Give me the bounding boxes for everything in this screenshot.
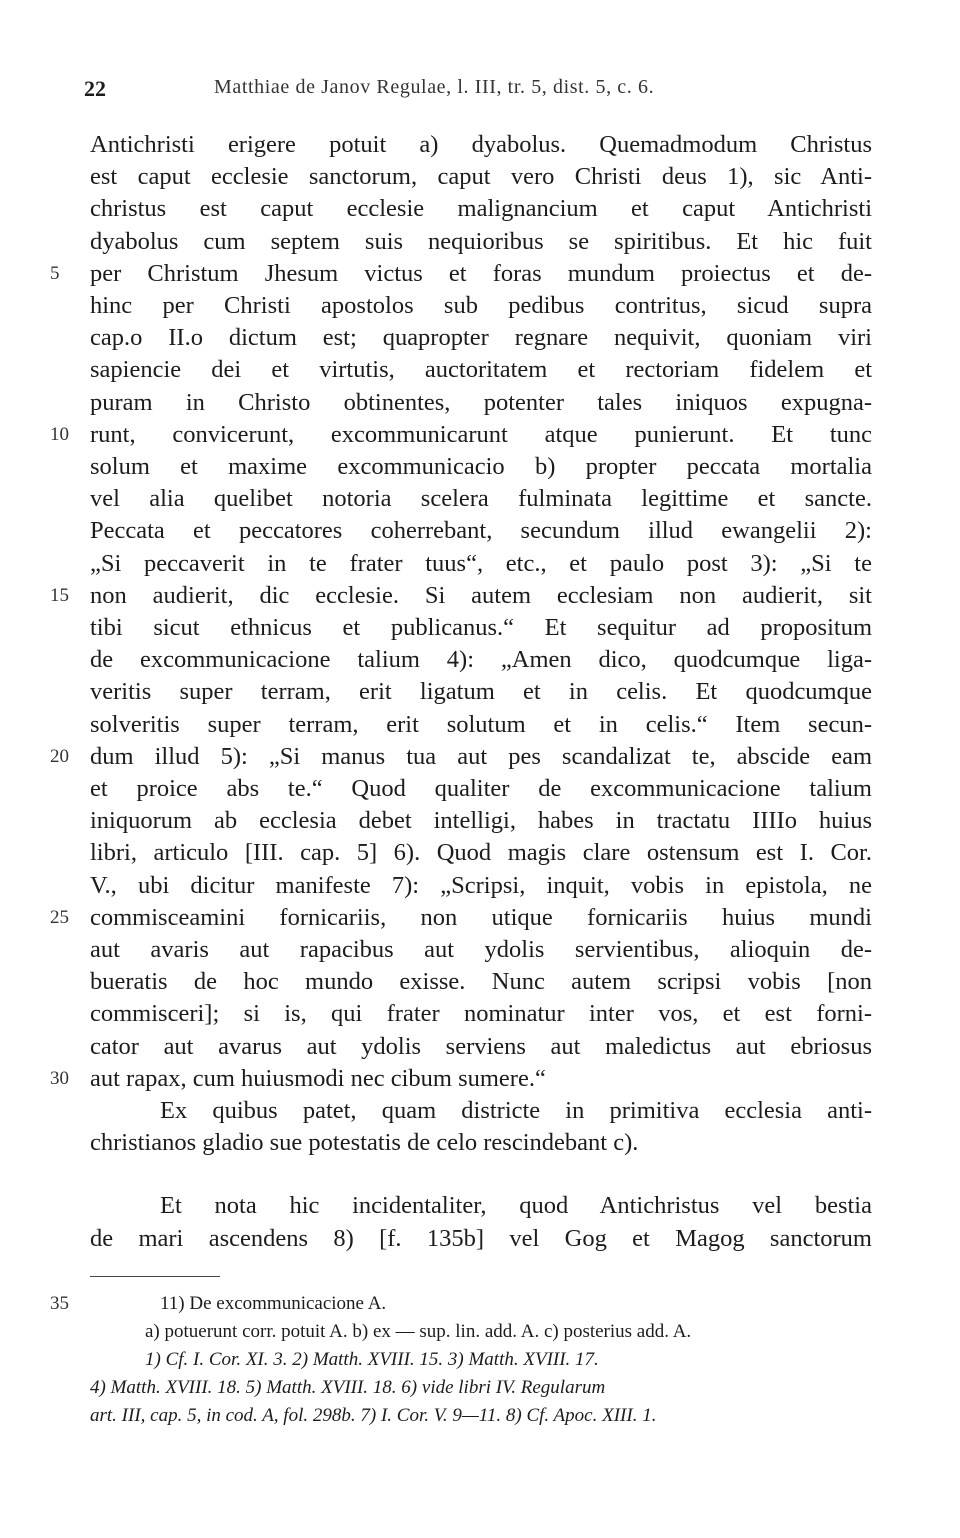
footnote-line: 11) De excommunicacione A. — [160, 1293, 387, 1314]
footnote-line: 1) Cf. I. Cor. XI. 3. 2) Matth. XVIII. 15. 3) Matth. XVIII. 17. — [145, 1349, 599, 1370]
running-head: Matthiae de Janov Regulae, l. III, tr. 5, dist. 5, c. 6. — [214, 76, 655, 98]
footnote-rule — [90, 1276, 220, 1277]
text-line: christus est caput ecclesie malignancium et caput Antichristi — [90, 195, 872, 223]
text-line: puram in Christo obtinentes, potenter tales iniquos expugna- — [90, 388, 872, 416]
text-line: solveritis super terram, erit solutum et in celis.“ Item secun- — [90, 710, 872, 738]
line-number: 15 — [50, 584, 69, 606]
text-line: veritis super terram, erit ligatum et in celis. Et quodcumque — [90, 678, 872, 706]
text-line: cator aut avarus aut ydolis serviens aut maledictus aut ebriosus — [90, 1032, 872, 1060]
text-line: dyabolus cum septem suis nequioribus se spiritibus. Et hic fuit — [90, 227, 872, 255]
line-number: 20 — [50, 745, 69, 767]
page-number: 22 — [84, 76, 106, 101]
text-line: dum illud 5): „Si manus tua aut pes scandalizat te, abscide eam — [90, 742, 872, 770]
text-line: de excommunicacione talium 4): „Amen dico, quodcumque liga- — [90, 646, 872, 674]
text-line: Ex quibus patet, quam districte in primitiva ecclesia anti- — [160, 1097, 872, 1124]
text-line: et proice abs te.“ Quod qualiter de excommunicacione talium — [90, 775, 872, 802]
text-line: „Si peccaverit in te frater tuus“, etc., et paulo post 3): „Si te — [90, 549, 872, 577]
line-number: 10 — [50, 423, 69, 445]
text-line: aut avaris aut rapacibus aut ydolis servientibus, alioquin de- — [90, 936, 872, 963]
footnote-line: 4) Matth. XVIII. 18. 5) Matth. XVIII. 18. 6) vide libri IV. Regularum — [90, 1377, 606, 1398]
text-line: runt, convicerunt, excommunicarunt atque punierunt. Et tunc — [90, 420, 872, 448]
text-line: sapiencie dei et virtutis, auctoritatem et rectoriam fidelem et — [90, 356, 872, 384]
footnote-line: art. III, cap. 5, in cod. A, fol. 298b. 7) I. Cor. V. 9—11. 8) Cf. Apoc. XIII. 1. — [90, 1405, 657, 1426]
text-line: per Christum Jhesum victus et foras mundum proiectus et de- — [90, 259, 872, 287]
text-line: de mari ascendens 8) [f. 135b] vel Gog et Magog sanctorum — [90, 1224, 872, 1252]
text-line: V., ubi dicitur manifeste 7): „Scripsi, inquit, vobis in epistola, ne — [90, 871, 872, 899]
text-line: commisceamini fornicariis, non utique fornicariis huius mundi — [90, 903, 872, 931]
line-number: 30 — [50, 1067, 69, 1089]
text-line: cap.o II.o dictum est; quapropter regnare nequivit, quoniam viri — [90, 324, 872, 352]
text-line: hinc per Christi apostolos sub pedibus contritus, sicud supra — [90, 292, 872, 319]
text-line: est caput ecclesie sanctorum, caput vero Christi deus 1), sic Anti- — [90, 163, 872, 191]
text-line: tibi sicut ethnicus et publicanus.“ Et sequitur ad propositum — [90, 614, 872, 641]
text-line: solum et maxime excommunicacio b) propter peccata mortalia — [90, 453, 872, 480]
footnote-line: a) potuerunt corr. potuit A. b) ex — sup. lin. add. A. c) posterius add. A. — [145, 1321, 692, 1342]
line-number: 5 — [50, 262, 60, 284]
text-line: aut rapax, cum huiusmodi nec cibum sumere.“ — [90, 1064, 546, 1092]
text-line: Antichristi erigere potuit a) dyabolus. Quemadmodum Christus — [90, 131, 872, 158]
text-line: non audierit, dic ecclesie. Si autem ecclesiam non audierit, sit — [90, 581, 872, 609]
text-line: iniquorum ab ecclesia debet intelligi, habes in tractatu IIIIo huius — [90, 807, 872, 835]
text-line: christianos gladio sue potestatis de celo rescindebant c). — [90, 1129, 639, 1157]
footnote-line-number: 35 — [50, 1293, 69, 1314]
line-number: 25 — [50, 906, 69, 928]
text-line: Et nota hic incidentaliter, quod Antichristus vel bestia — [160, 1192, 872, 1220]
text-line: Peccata et peccatores coherrebant, secundum illud ewangelii 2): — [90, 517, 872, 545]
text-line: bueratis de hoc mundo exisse. Nunc autem scripsi vobis [non — [90, 968, 872, 996]
text-line: commisceri]; si is, qui frater nominatur inter vos, et est forni- — [90, 1000, 872, 1028]
text-line: libri, articulo [III. cap. 5] 6). Quod magis clare ostensum est I. Cor. — [90, 839, 872, 867]
text-line: vel alia quelibet notoria scelera fulminata legittime et sancte. — [90, 485, 872, 513]
